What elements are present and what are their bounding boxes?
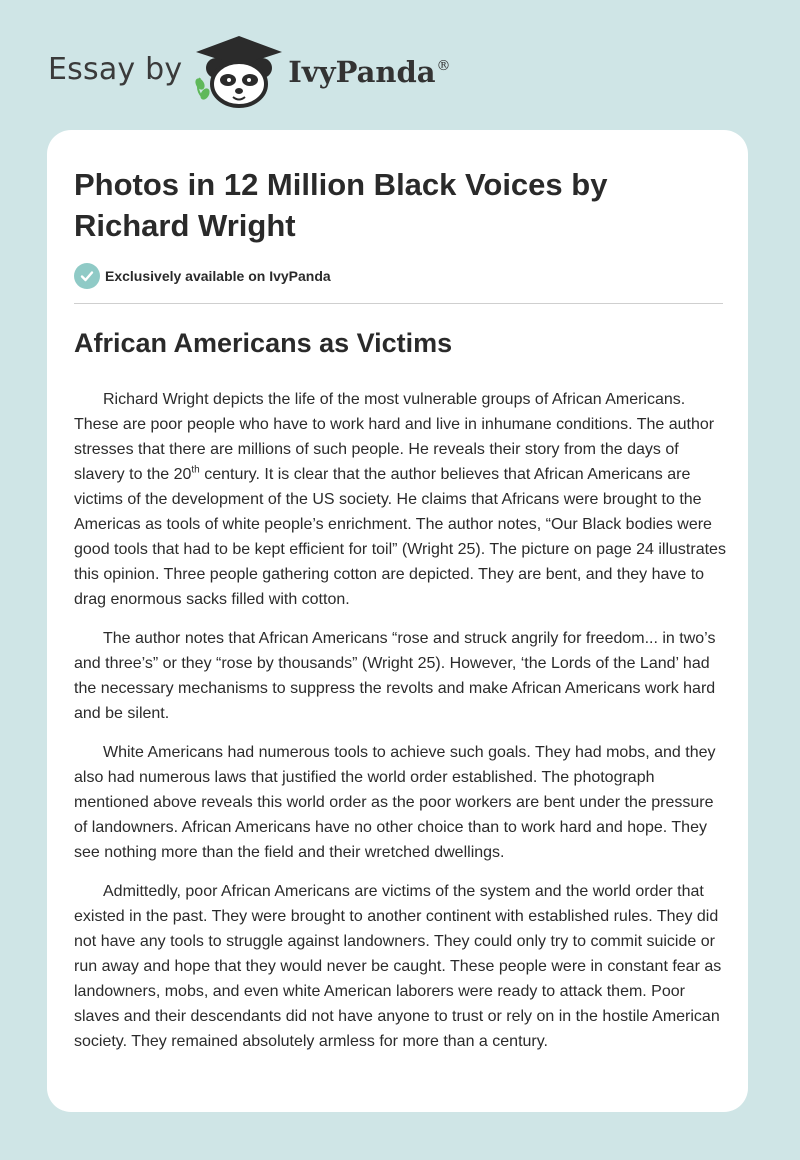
exclusive-badge xyxy=(74,263,331,289)
paragraph-3: White Americans had numerous tools to achieve such goals. They had mobs, and they also had numerous laws that justified the world order established. The photograph mentioned above reveals this world order as the poor workers are bent under the pressure of landowners. African Americans have no other choice than to work hard and hope. They see nothing more than the field and their wretched dwellings. xyxy=(74,744,716,861)
brand-name[interactable] xyxy=(288,55,450,89)
divider xyxy=(74,303,723,304)
site-header xyxy=(48,34,451,108)
registered-mark: ® xyxy=(436,58,451,74)
section-heading: African Americans as Victims xyxy=(74,328,453,358)
badge-text: Exclusively available on IvyPanda xyxy=(105,268,331,284)
essay-body xyxy=(74,387,726,1068)
paragraph-1-part-a: Richard Wright depicts the life of the most vulnerable groups of African Americans. These are poor people who have to work hard and live in inhumane conditions. The author stresses that there are millions of such people. He reveals their story from the days of slavery to the 20 xyxy=(74,391,715,483)
paragraph-1 xyxy=(74,387,726,612)
paragraph-1-part-b: century. It is clear that the author believes that African Americans are victims of the development of the US society. He claims that Africans were brought to the Americas as tools of white people’s enrichment. The author notes, “Our Black bodies were good tools that had to be kept efficient for toil” (Wright 25). The picture on page 24 illustrates this opinion. Three people gathering cotton are depicted. They are bent, and they have to drag enormous sacks filled with cotton. xyxy=(74,466,726,608)
panda-logo-icon[interactable] xyxy=(194,34,284,108)
essay-title: Photos in 12 Million Black Voices by Richard Wright xyxy=(74,167,608,243)
check-icon xyxy=(74,263,100,289)
ordinal-suffix: th xyxy=(191,464,200,476)
essay-by-label: Essay by xyxy=(48,51,183,87)
paragraph-4: Admittedly, poor African Americans are victims of the system and the world order that existed in the past. They were brought to another continent with established rules. They did not have any tools to struggle against landowners. They could only try to commit suicide or run away and hope that they would never be caught. These people were in constant fear as landowners, mobs, and even white American laborers were ready to attack them. Poor slaves and their descendants did not have anyone to trust or rely on in the hostile American society. They remained absolutely armless for more than a century. xyxy=(74,883,722,1050)
brand-name-text: IvyPanda xyxy=(288,55,436,89)
essay-card xyxy=(47,130,748,1112)
paragraph-2: The author notes that African Americans “rose and struck angrily for freedom... in two’s and three’s” or they “rose by thousands” (Wright 25). However, ‘the Lords of the Land’ had the necessary mechanisms to suppress the revolts and make African Americans work hard and be silent. xyxy=(74,630,716,722)
